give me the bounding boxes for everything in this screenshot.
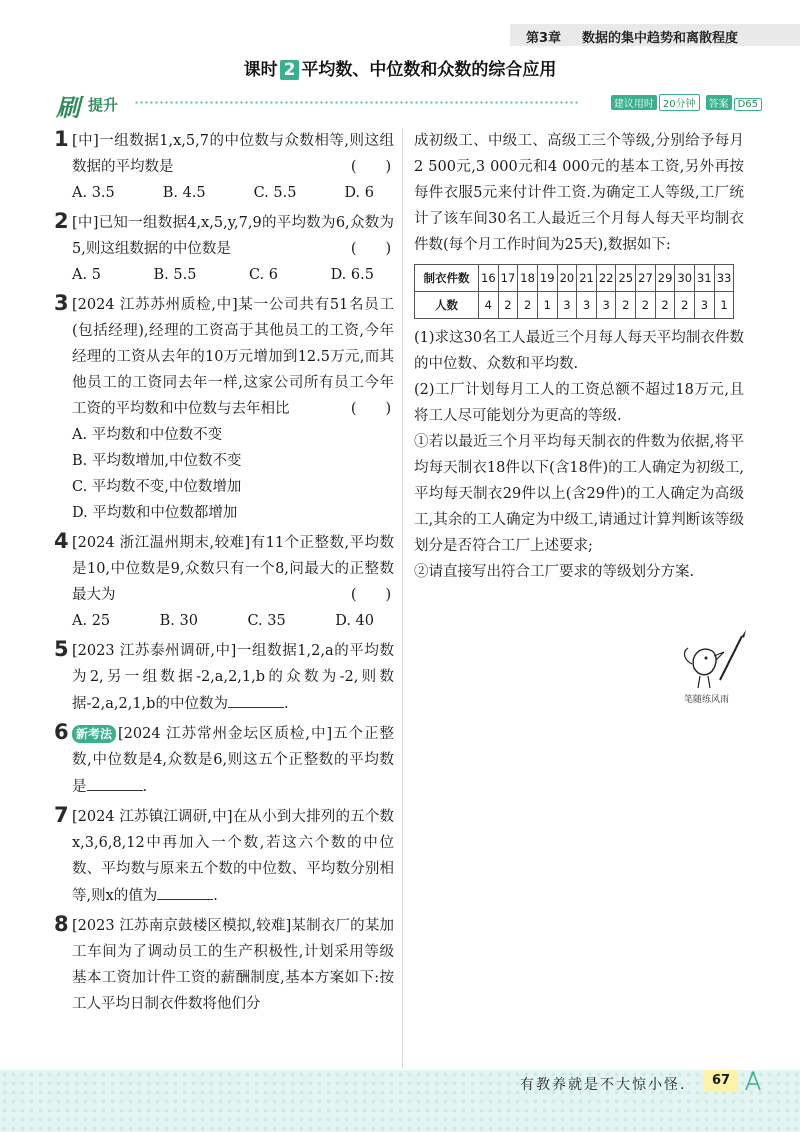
- table-cell: 2: [675, 292, 695, 319]
- table-cell: 30: [675, 265, 695, 292]
- option-a: A. 平均数和中位数不变: [72, 427, 223, 443]
- table-cell: 3: [577, 292, 597, 319]
- table-row: [415, 265, 734, 292]
- question-text: [2023 江苏南京鼓楼区模拟,较难]某制衣厂的某加工车间为了调动员工的生产积极性,计划采用等级基本工资加计件工资的薪酬制度,基本方案如下:按工人平均日制衣件数将他们分: [72, 918, 394, 1012]
- doodle-caption: 笔随练风雨: [684, 695, 730, 705]
- answer-page: D65: [734, 98, 762, 111]
- right-column: [414, 128, 744, 585]
- table-cell: 19: [537, 265, 557, 292]
- question-text: [中]已知一组数据4,x,5,y,7,9的平均数为6,众数为5,则这组数据的中位数是: [72, 215, 394, 257]
- option-a: A. 3.5: [72, 185, 115, 201]
- table-cell: 2: [636, 292, 656, 319]
- question-6: [56, 721, 394, 800]
- question-number: 8: [54, 912, 69, 936]
- table-row: [415, 292, 734, 319]
- option-b: B. 平均数增加,中位数不变: [72, 453, 242, 469]
- question-text: [2024 江苏常州金坛区质检,中]五个正整数,中位数是4,众数是6,则这五个正整数的平均数是: [72, 726, 394, 795]
- table-cell: 2: [518, 292, 538, 319]
- table-cell: 20: [557, 265, 577, 292]
- table-cell: 29: [655, 265, 675, 292]
- answer-blank[interactable]: [228, 690, 284, 708]
- question-number: 5: [54, 637, 69, 661]
- table-cell: 1: [714, 292, 734, 319]
- answer-paren: ( ): [350, 401, 392, 417]
- question-text: [中]一组数据1,x,5,7的中位数与众数相等,则这组数据的平均数是: [72, 133, 394, 175]
- table-cell: 3: [596, 292, 616, 319]
- question-text: [2023 江苏泰州调研,中]一组数据1,2,a的平均数为2,另一组数据-2,a,2,1,b的众数为-2,则数据-2,a,2,1,b的中位数为: [72, 643, 394, 712]
- answer-paren: ( ): [350, 587, 392, 603]
- table-cell: 31: [695, 265, 715, 292]
- table-cell: 2: [498, 292, 518, 319]
- suggested-time: [611, 94, 768, 111]
- table-cell: 25: [616, 265, 636, 292]
- option-d: D. 40: [335, 613, 374, 629]
- question-number: 2: [54, 209, 69, 233]
- footer-motto: 有教养就是不大惊小怪.: [520, 1077, 687, 1093]
- table-cell: 1: [537, 292, 557, 319]
- option-d: D. 平均数和中位数都增加: [72, 505, 238, 521]
- question-8: [56, 913, 394, 1017]
- option-a: A. 25: [72, 613, 111, 629]
- answer-paren: ( ): [350, 159, 392, 175]
- option-c: C. 平均数不变,中位数增加: [72, 479, 242, 495]
- options: [72, 180, 394, 206]
- row-header: 人数: [415, 292, 479, 319]
- question-7: [56, 804, 394, 909]
- column-divider: [402, 128, 403, 1068]
- table-cell: 18: [518, 265, 538, 292]
- lesson-title-text: 平均数、中位数和众数的综合应用: [301, 60, 557, 80]
- question-5: [56, 638, 394, 717]
- options: [72, 262, 394, 288]
- data-table: [414, 264, 734, 319]
- table-cell: 3: [695, 292, 715, 319]
- option-c: C. 5.5: [253, 185, 297, 201]
- left-column: [56, 128, 394, 1021]
- part-2: (2)工厂计划每月工人的工资总额不超过18万元,且将工人尽可能划分为更高的等级.: [414, 382, 744, 424]
- question-2: [56, 210, 394, 288]
- question-number: 3: [54, 291, 69, 315]
- part-2a: ①若以最近三个月平均每天制衣的件数为依据,将平均每天制衣18件以下(含18件)的工人确定为初级工,平均每天制衣29件以上(含29件)的工人确定为高级工,其余的工人确定为中级工,请通过计算判断该等级划分是否符合工厂上述要求;: [414, 434, 744, 554]
- answer-blank[interactable]: [87, 773, 143, 791]
- lesson-number: 2: [280, 60, 300, 80]
- part-1: (1)求这30名工人最近三个月每人每天平均制衣件数的中位数、众数和平均数.: [414, 330, 744, 372]
- lesson-prefix: 课时: [243, 60, 278, 80]
- question-text-end: .: [283, 696, 289, 712]
- section-header: [56, 88, 768, 122]
- lesson-title: [0, 55, 800, 80]
- table-cell: 2: [655, 292, 675, 319]
- table-cell: 21: [577, 265, 597, 292]
- question-8-continued: 成初级工、中级工、高级工三个等级,分别给予每月2 500元,3 000元和4 000元的基本工资,另外再按每件衣服5元来付计件工资.为确定工人等级,工厂统计了该车间30名工人最近三个月每人每天平均制衣件数(每个月工作时间为25天),数据如下:: [414, 133, 744, 253]
- suggest-time: 20分钟: [659, 94, 700, 111]
- table-cell: 16: [479, 265, 499, 292]
- options: [72, 608, 394, 634]
- table-cell: 22: [596, 265, 616, 292]
- option-d: D. 6.5: [330, 267, 374, 283]
- answer-label: 答案: [706, 95, 732, 110]
- question-3: [56, 292, 394, 526]
- question-text: [2024 浙江温州期末,较难]有11个正整数,平均数是10,中位数是9,众数只有一个8,问最大的正整数最大为: [72, 535, 394, 603]
- compass-icon: [742, 1070, 764, 1092]
- suggest-label: 建议用时: [611, 95, 657, 110]
- page-number: 67: [704, 1070, 738, 1092]
- table-cell: 3: [557, 292, 577, 319]
- chapter-number: 第3章: [526, 31, 562, 46]
- part-2b: ②请直接写出符合工厂要求的等级划分方案.: [414, 564, 695, 580]
- option-c: C. 6: [248, 267, 279, 283]
- new-method-badge: 新考法: [72, 725, 116, 743]
- question-1: [56, 128, 394, 206]
- table-cell: 17: [498, 265, 518, 292]
- option-a: A. 5: [72, 267, 101, 283]
- bird-pen-illustration: [680, 628, 750, 698]
- question-text-end: .: [142, 779, 148, 795]
- dotted-divider: [134, 100, 578, 106]
- question-number: 1: [54, 127, 69, 151]
- question-number: 7: [54, 803, 69, 827]
- section-subtitle: 提升: [88, 96, 119, 114]
- table-cell: 27: [636, 265, 656, 292]
- table-cell: 4: [479, 292, 499, 319]
- question-number: 4: [54, 529, 69, 553]
- option-d: D. 6: [344, 185, 374, 201]
- question-text-end: .: [213, 888, 218, 904]
- option-c: C. 35: [247, 613, 286, 629]
- option-b: B. 4.5: [162, 185, 206, 201]
- question-text: [2024 江苏苏州质检,中]某一公司共有51名员工(包括经理),经理的工资高于其他员工的工资,今年经理的工资从去年的10万元增加到12.5万元,而其他员工的工资同去年一样,这家公司所有员工今年工资的平均数和中位数与去年相比: [72, 297, 394, 417]
- chapter-title: 数据的集中趋势和离散程度: [582, 31, 739, 46]
- question-4: [56, 530, 394, 634]
- table-cell: 33: [714, 265, 734, 292]
- brush-logo: 刷: [56, 94, 80, 122]
- answer-paren: ( ): [350, 241, 392, 257]
- option-b: B. 5.5: [153, 267, 197, 283]
- row-header: 制衣件数: [415, 265, 479, 292]
- option-b: B. 30: [159, 613, 198, 629]
- answer-blank[interactable]: [157, 882, 213, 900]
- chapter-header: [510, 24, 800, 46]
- question-text: [2024 江苏镇江调研,中]在从小到大排列的五个数x,3,6,8,12中再加入一个数,若这六个数的中位数、平均数与原来五个数的中位数、平均数分别相等,则x的值为: [72, 809, 394, 904]
- table-cell: 2: [616, 292, 636, 319]
- question-number: 6: [54, 720, 69, 744]
